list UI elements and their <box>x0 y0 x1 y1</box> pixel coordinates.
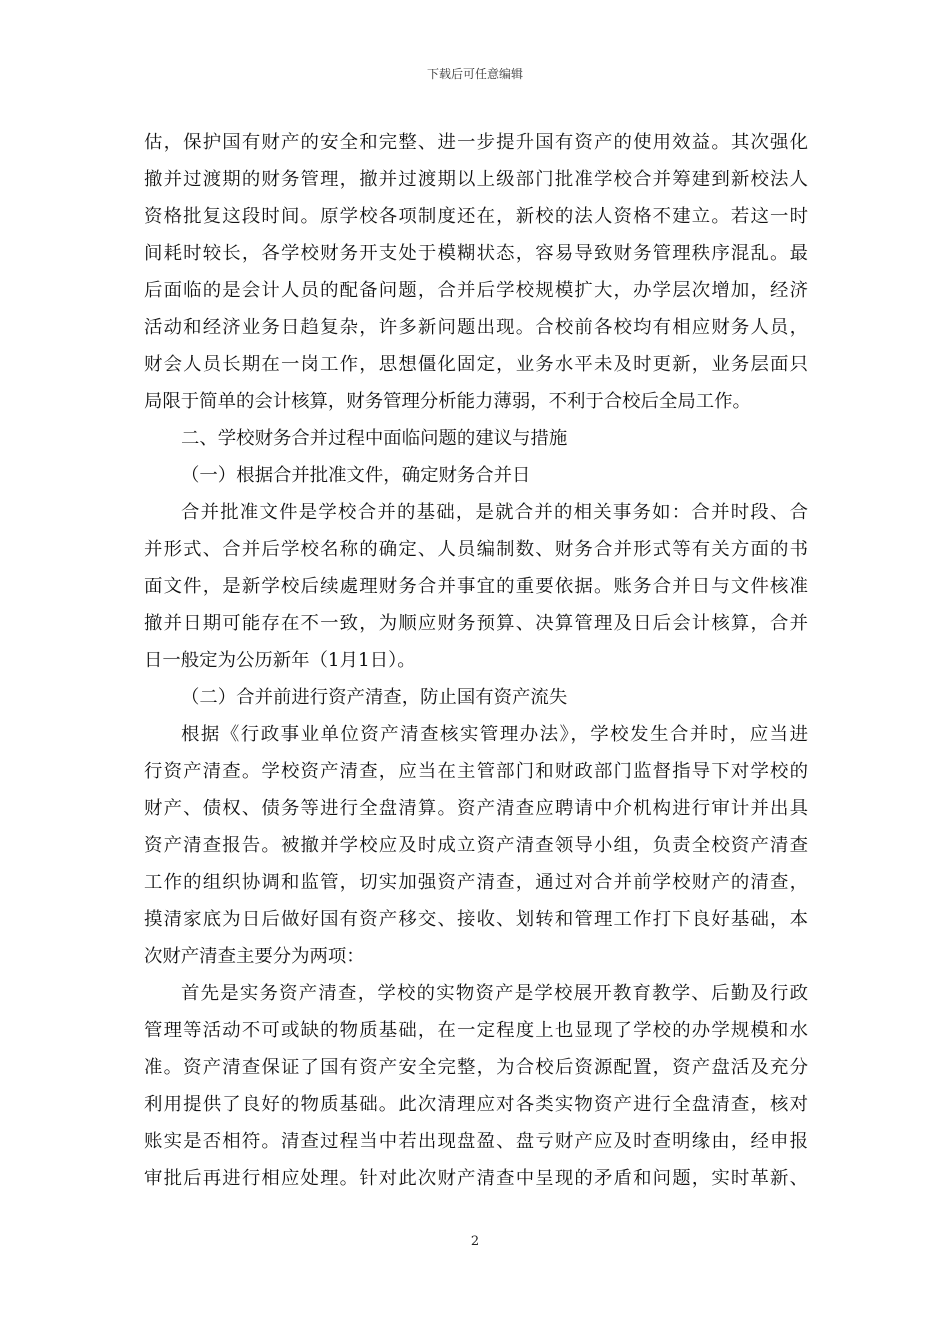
text-line: 次财产清查主要分为两项： <box>144 946 365 967</box>
text-line: 估，保护国有财产的安全和完整、进一步提升国有资产的使用效益。其次强化 <box>144 132 808 153</box>
text-line: 合并批准文件是学校合并的基础，是就合并的相关事务如：合并时段、合 <box>181 502 808 523</box>
text-line: （二）合并前进行资产清查，防止国有资产流失 <box>181 687 568 708</box>
document-body <box>144 124 808 1197</box>
text-line: 撤并过渡期的财务管理，撤并过渡期以上级部门批准学校合并筹建到新校法人 <box>144 169 808 190</box>
text-line: 财会人员长期在一岗工作，思想僵化固定，业务水平未及时更新，业务层面只 <box>144 354 808 375</box>
text-line: 准。资产清查保证了国有资产安全完整，为合校后资源配置，资产盘活及充分 <box>144 1057 808 1078</box>
text-line: 摸清家底为日后做好国有资产移交、接收、划转和管理工作打下良好基础，本 <box>144 909 808 930</box>
text-line: 财产、债权、债务等进行全盘清算。资产清查应聘请中介机构进行审计并出具 <box>144 798 808 819</box>
page-number: 2 <box>470 1234 480 1249</box>
text-line: （一）根据合并批准文件，确定财务合并日 <box>181 465 531 486</box>
text-line: 工作的组织协调和监管，切实加强资产清查，通过对合并前学校财产的清查， <box>144 872 808 893</box>
text-line: 资格批复这段时间。原学校各项制度还在，新校的法人资格不建立。若这一时 <box>144 206 808 227</box>
text-line: 审批后再进行相应处理。针对此次财产清查中呈现的矛盾和问题，实时革新、 <box>144 1168 808 1189</box>
text-line: 后面临的是会计人员的配备问题，合并后学校规模扩大，办学层次增加，经济 <box>144 280 808 301</box>
text-line: 日一般定为公历新年（1月1日）。 <box>144 650 416 671</box>
text-line: 根据《行政事业单位资产清查核实管理办法》，学校发生合并时，应当进 <box>181 724 808 745</box>
page-header: 下载后可任意编辑 <box>426 67 523 81</box>
text-line: 面文件，是新学校后续處理财务合并事宜的重要依据。账务合并日与文件核准 <box>144 576 808 597</box>
text-line: 二、学校财务合并过程中面临问题的建议与措施 <box>181 428 568 449</box>
text-line: 撤并日期可能存在不一致，为顺应财务预算、决算管理及日后会计核算，合并 <box>144 613 808 634</box>
text-line: 管理等活动不可或缺的物质基础，在一定程度上也显现了学校的办学规模和水 <box>144 1020 808 1041</box>
text-line: 活动和经济业务日趋复杂，许多新问题出现。合校前各校均有相应财务人员， <box>144 317 808 338</box>
text-line: 首先是实务资产清查，学校的实物资产是学校展开教育教学、后勤及行政 <box>181 983 808 1004</box>
text-line: 并形式、合并后学校名称的确定、人员编制数、财务合并形式等有关方面的书 <box>144 539 808 560</box>
text-line: 利用提供了良好的物质基础。此次清理应对各类实物资产进行全盘清查，核对 <box>144 1094 808 1115</box>
text-line: 局限于简单的会计核算，财务管理分析能力薄弱，不利于合校后全局工作。 <box>144 391 751 412</box>
text-line: 行资产清查。学校资产清查，应当在主管部门和财政部门监督指导下对学校的 <box>144 761 808 782</box>
text-line: 账实是否相符。清查过程当中若出现盘盈、盘亏财产应及时查明缘由，经申报 <box>144 1131 808 1152</box>
text-line: 间耗时较长，各学校财务开支处于模糊状态，容易导致财务管理秩序混乱。最 <box>144 243 808 264</box>
text-line: 资产清查报告。被撤并学校应及时成立资产清查领导小组，负责全校资产清查 <box>144 835 808 856</box>
